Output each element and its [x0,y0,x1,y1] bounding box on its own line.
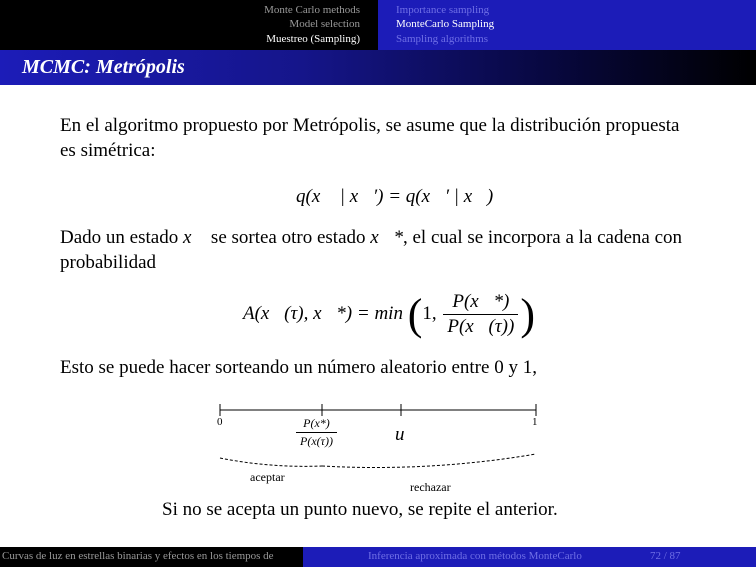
acceptance-diagram [210,398,550,498]
equation-symmetry: q(x⃗ | x⃗′) = q(x⃗′ | x⃗) [296,186,494,207]
frame-title: MCMC: Metrópolis [22,56,185,78]
nav-sections [0,0,378,50]
diagram-fraction-denominator: P(x(τ)) [300,434,333,448]
label-accept: aceptar [250,470,285,484]
frame-title-bar [0,50,756,85]
nav-link-monte-carlo-methods[interactable]: Monte Carlo methods [264,4,360,16]
state-x-star: x⃗* [370,227,403,248]
label-u: u [395,424,405,445]
acceptance-denominator: P(x⃗(τ)) [447,316,515,337]
nav-link-sampling-algorithms[interactable]: Sampling algorithms [396,33,488,45]
footer-right [303,547,756,567]
acceptance-one: 1, [422,302,437,324]
reject-brace [322,454,536,468]
paragraph-state [60,225,700,275]
diagram-fraction-numerator: P(x*) [296,416,337,433]
footer-left [0,547,303,567]
label-reject: rechazar [410,480,451,494]
nav-link-muestreo[interactable]: Muestreo (Sampling) [266,33,360,45]
paragraph-state-text-a: Dado un estado [60,227,183,248]
equation-acceptance [243,289,535,340]
paragraph-repeat: Si no se acepta un punto nuevo, se repite el anterior. [162,499,558,520]
acceptance-numerator: P(x⃗*) [443,291,518,315]
footer-section-title: Inferencia aproximada con métodos MonteCarlo [368,550,582,562]
paragraph-state-text-c: , el cual se incorpora a la cadena con probabilidad [60,227,683,273]
nav-subsections [378,0,756,50]
state-x-vector: x⃗ [182,227,207,248]
nav-link-montecarlo-sampling[interactable]: MonteCarlo Sampling [396,18,495,30]
paren-right: ) [520,290,535,339]
footer-page-number: 72 / 87 [650,550,681,562]
paragraph-intro: En el algoritmo propuesto por Metrópolis, se asume que la distribución propuesta es simétrica: [60,115,680,161]
footer-talk-title: Curvas de luz en estrellas binarias y efectos en los tiempos de [2,550,274,562]
accept-brace [220,458,322,466]
acceptance-fraction [443,291,518,338]
nav-link-model-selection[interactable]: Model selection [289,18,360,30]
label-zero: 0 [217,416,223,428]
paren-left: ( [407,290,423,339]
label-one: 1 [532,416,538,428]
paragraph-state-text-b: se sortea otro estado [206,227,371,248]
acceptance-lhs: A(x⃗(τ), x⃗*) = min [243,302,403,324]
paragraph-random-number: Esto se puede hacer sorteando un número aleatorio entre 0 y 1, [60,357,537,378]
nav-link-importance-sampling[interactable]: Importance sampling [396,4,490,16]
diagram-fraction [296,416,337,449]
